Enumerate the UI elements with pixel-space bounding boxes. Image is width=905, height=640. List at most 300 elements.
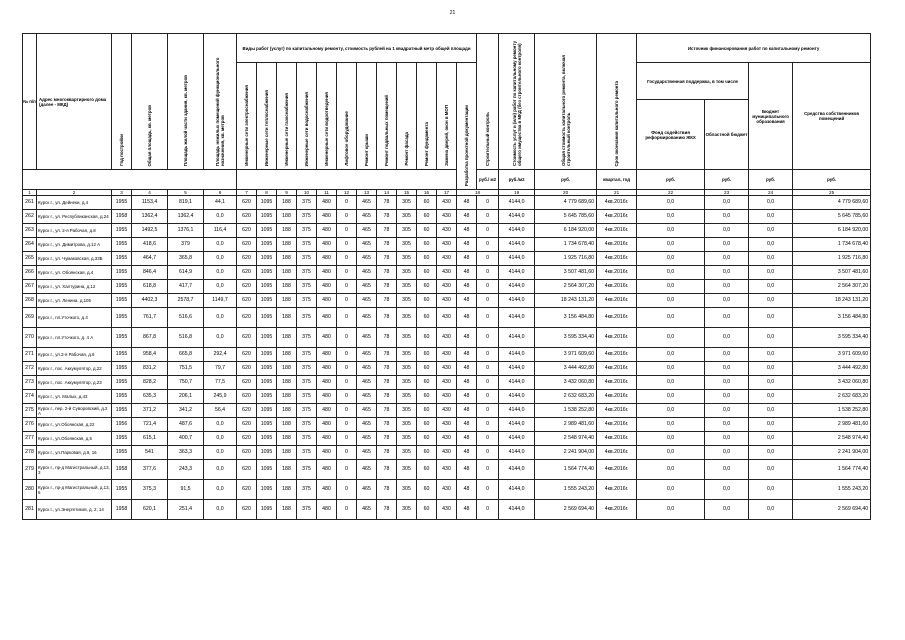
- cell-doors: 430: [437, 418, 457, 432]
- cell-roof: 465: [357, 390, 377, 404]
- cell-facade: 305: [397, 362, 417, 376]
- cell-address: Курск г., ул.Обоянская, д.22: [37, 418, 112, 432]
- cell-sewer: 480: [317, 446, 337, 460]
- cell-no: 267: [23, 280, 37, 294]
- cell-total-area: 1153,4: [132, 196, 168, 210]
- cell-municipal: 0,0: [749, 404, 793, 418]
- cell-no: 264: [23, 238, 37, 252]
- cell-roof: 465: [357, 446, 377, 460]
- cell-total-cost: 3 971 609,60: [535, 348, 597, 362]
- cell-foundation: 60: [417, 418, 437, 432]
- cell-facade: 305: [397, 210, 417, 224]
- cell-elevator: 0: [337, 266, 357, 280]
- cell-basement: 78: [377, 294, 397, 308]
- cell-electric: 620: [237, 418, 257, 432]
- cell-address: Курск г., пос. Аккумулятор, д.23: [37, 376, 112, 390]
- cell-total-cost: 1 734 678,40: [535, 238, 597, 252]
- cell-sewer: 480: [317, 308, 337, 328]
- cell-address: Курск г., ул.2-я Рабочая, д.6: [37, 348, 112, 362]
- cell-roof: 465: [357, 480, 377, 500]
- column-number: 25: [793, 190, 871, 196]
- cell-facade: 305: [397, 480, 417, 500]
- cell-deadline: 4кв.2016г.: [597, 480, 637, 500]
- cell-design: 48: [457, 480, 477, 500]
- cell-facade: 305: [397, 432, 417, 446]
- cell-living-area: 750,7: [168, 376, 204, 390]
- cell-living-area: 206,1: [168, 390, 204, 404]
- cell-gas: 188: [277, 404, 297, 418]
- cell-nonliving-area: 0,0: [204, 252, 237, 266]
- cell-deadline: 4кв.2016г.: [597, 446, 637, 460]
- column-number: 17: [437, 190, 457, 196]
- cell-fund: 0,0: [637, 252, 705, 266]
- cell-regional: 0,0: [705, 308, 749, 328]
- cell-basement: 78: [377, 210, 397, 224]
- cell-address: Курск г., ул.Парковая, д.9, 16: [37, 446, 112, 460]
- cell-doors: 430: [437, 460, 457, 480]
- cell-basement: 78: [377, 252, 397, 266]
- cell-control: 0: [477, 348, 499, 362]
- table-body: [23, 196, 871, 520]
- cell-living-area: 1376,1: [168, 224, 204, 238]
- cell-owners: 3 156 484,80: [793, 308, 871, 328]
- column-number: 21: [597, 190, 637, 196]
- cell-address: Курск г., ул. Республиканская, д.24: [37, 210, 112, 224]
- cell-total-cost: 3 432 060,80: [535, 376, 597, 390]
- cell-living-area: 363,3: [168, 446, 204, 460]
- column-number: 15: [397, 190, 417, 196]
- cell-deadline: 4кв.2016г.: [597, 308, 637, 328]
- cell-electric: 620: [237, 210, 257, 224]
- cell-design: 48: [457, 446, 477, 460]
- cell-basement: 78: [377, 418, 397, 432]
- cell-water: 375: [297, 294, 317, 308]
- cell-year: 1955: [112, 480, 132, 500]
- cell-owners: 6 184 920,00: [793, 224, 871, 238]
- cell-living-area: 2578,7: [168, 294, 204, 308]
- cell-elevator: 0: [337, 418, 357, 432]
- table-row: [23, 460, 871, 480]
- header-work-design: Разработка проектной документации: [457, 63, 477, 190]
- cell-roof: 465: [357, 210, 377, 224]
- header-state-support: Государственная поддержка, в том числе: [637, 63, 749, 100]
- cell-heating: 1095: [257, 446, 277, 460]
- cell-address: Курск г., пр-д Магистральный, д.13, 3: [37, 460, 112, 480]
- table-row: [23, 196, 871, 210]
- cell-heating: 1095: [257, 404, 277, 418]
- cell-water: 375: [297, 348, 317, 362]
- cell-doors: 430: [437, 480, 457, 500]
- column-number: 24: [749, 190, 793, 196]
- cell-gas: 188: [277, 376, 297, 390]
- cell-total-area: 618,8: [132, 280, 168, 294]
- cell-basement: 78: [377, 446, 397, 460]
- cell-fund: 0,0: [637, 404, 705, 418]
- cell-facade: 305: [397, 404, 417, 418]
- cell-nonliving-area: 44,1: [204, 196, 237, 210]
- cell-year: 1955: [112, 362, 132, 376]
- cell-living-area: 1362,4: [168, 210, 204, 224]
- cell-facade: 305: [397, 294, 417, 308]
- cell-cost-per-m2: 4144,0: [499, 280, 535, 294]
- cell-year: 1955: [112, 280, 132, 294]
- column-number: 12: [337, 190, 357, 196]
- cell-heating: 1095: [257, 390, 277, 404]
- column-number: 6: [204, 190, 237, 196]
- cell-total-cost: 1 538 252,80: [535, 404, 597, 418]
- cell-design: 48: [457, 266, 477, 280]
- cell-electric: 620: [237, 238, 257, 252]
- unit-owners: руб.: [793, 170, 871, 190]
- cell-regional: 0,0: [705, 460, 749, 480]
- cell-doors: 430: [437, 362, 457, 376]
- cell-gas: 188: [277, 280, 297, 294]
- cell-facade: 305: [397, 348, 417, 362]
- cell-address: Курск г., пл.Уточкого, д.4: [37, 308, 112, 328]
- cell-foundation: 60: [417, 500, 437, 520]
- cell-gas: 188: [277, 390, 297, 404]
- column-number: 9: [277, 190, 297, 196]
- cell-living-area: 516,8: [168, 328, 204, 348]
- cell-electric: 620: [237, 362, 257, 376]
- unit-cost-per-m2: руб./м2: [499, 170, 535, 190]
- cell-no: 276: [23, 418, 37, 432]
- unit-regional: руб.: [705, 170, 749, 190]
- cell-owners: 3 432 060,80: [793, 376, 871, 390]
- cell-nonliving-area: 0,0: [204, 238, 237, 252]
- cell-electric: 620: [237, 446, 257, 460]
- cell-facade: 305: [397, 224, 417, 238]
- cell-living-area: 365,8: [168, 252, 204, 266]
- cell-nonliving-area: 0,0: [204, 500, 237, 520]
- cell-elevator: 0: [337, 280, 357, 294]
- cell-basement: 78: [377, 480, 397, 500]
- cell-regional: 0,0: [705, 224, 749, 238]
- cell-sewer: 480: [317, 460, 337, 480]
- cell-regional: 0,0: [705, 280, 749, 294]
- cell-basement: 78: [377, 432, 397, 446]
- cell-no: 270: [23, 328, 37, 348]
- column-number: 20: [535, 190, 597, 196]
- cell-water: 375: [297, 362, 317, 376]
- cell-sewer: 480: [317, 266, 337, 280]
- cell-basement: 78: [377, 348, 397, 362]
- cell-fund: 0,0: [637, 390, 705, 404]
- table-row: [23, 404, 871, 418]
- cell-doors: 430: [437, 210, 457, 224]
- cell-deadline: 4кв.2016г.: [597, 266, 637, 280]
- cell-deadline: 4кв.2016г.: [597, 252, 637, 266]
- page-number: 21: [449, 10, 456, 16]
- cell-heating: 1095: [257, 294, 277, 308]
- cell-no: 272: [23, 362, 37, 376]
- cell-municipal: 0,0: [749, 308, 793, 328]
- cell-facade: 305: [397, 390, 417, 404]
- cell-municipal: 0,0: [749, 362, 793, 376]
- cell-owners: 1 734 678,40: [793, 238, 871, 252]
- cell-year: 1955: [112, 432, 132, 446]
- cell-basement: 78: [377, 238, 397, 252]
- cell-owners: 1 564 774,40: [793, 460, 871, 480]
- cell-municipal: 0,0: [749, 238, 793, 252]
- cell-living-area: 751,5: [168, 362, 204, 376]
- cell-regional: 0,0: [705, 432, 749, 446]
- cell-heating: 1095: [257, 480, 277, 500]
- cell-basement: 78: [377, 376, 397, 390]
- cell-foundation: 60: [417, 308, 437, 328]
- header-work-heating: Инженерные сети теплоснабжения: [257, 63, 277, 170]
- cell-sewer: 480: [317, 224, 337, 238]
- header-nonliving-area: Площадь нежилых помещений функционального назначения, кв. метров: [204, 34, 237, 170]
- cell-nonliving-area: 0,0: [204, 432, 237, 446]
- cell-heating: 1095: [257, 224, 277, 238]
- cell-year: 1958: [112, 210, 132, 224]
- cell-nonliving-area: 77,5: [204, 376, 237, 390]
- cell-roof: 465: [357, 460, 377, 480]
- cell-heating: 1095: [257, 280, 277, 294]
- cell-sewer: 480: [317, 348, 337, 362]
- cell-gas: 188: [277, 266, 297, 280]
- column-number: 10: [297, 190, 317, 196]
- cell-sewer: 480: [317, 362, 337, 376]
- cell-deadline: 4кв.2016г.: [597, 280, 637, 294]
- cell-cost-per-m2: 4144,0: [499, 210, 535, 224]
- cell-doors: 430: [437, 280, 457, 294]
- cell-foundation: 60: [417, 280, 437, 294]
- cell-living-area: 400,7: [168, 432, 204, 446]
- cell-total-cost: 2 241 904,00: [535, 446, 597, 460]
- cell-total-area: 4402,3: [132, 294, 168, 308]
- cell-roof: 465: [357, 348, 377, 362]
- cell-design: 48: [457, 210, 477, 224]
- cell-cost-per-m2: 4144,0: [499, 390, 535, 404]
- cell-water: 375: [297, 376, 317, 390]
- header-owners: Средства собственников помещений: [793, 63, 871, 170]
- cell-deadline: 4кв.2016г.: [597, 196, 637, 210]
- cell-gas: 188: [277, 446, 297, 460]
- cell-water: 375: [297, 196, 317, 210]
- cell-gas: 188: [277, 460, 297, 480]
- cell-fund: 0,0: [637, 308, 705, 328]
- cell-no: 274: [23, 390, 37, 404]
- cell-water: 375: [297, 432, 317, 446]
- cell-living-area: 251,4: [168, 500, 204, 520]
- cell-cost-per-m2: 4144,0: [499, 196, 535, 210]
- table-row: [23, 376, 871, 390]
- cell-total-area: 418,6: [132, 238, 168, 252]
- cell-control: 0: [477, 418, 499, 432]
- cell-fund: 0,0: [637, 328, 705, 348]
- cell-owners: 2 548 974,40: [793, 432, 871, 446]
- table-header: [23, 34, 871, 196]
- cell-basement: 78: [377, 460, 397, 480]
- cell-design: 48: [457, 432, 477, 446]
- column-number: 3: [112, 190, 132, 196]
- cell-total-cost: 3 595 334,40: [535, 328, 597, 348]
- cell-owners: 2 989 481,60: [793, 418, 871, 432]
- cell-no: 279: [23, 460, 37, 480]
- cell-living-area: 417,7: [168, 280, 204, 294]
- cell-electric: 620: [237, 328, 257, 348]
- cell-no: 275: [23, 404, 37, 418]
- cell-control: 0: [477, 500, 499, 520]
- cell-design: 48: [457, 362, 477, 376]
- cell-design: 48: [457, 252, 477, 266]
- column-number: 7: [237, 190, 257, 196]
- cell-basement: 78: [377, 404, 397, 418]
- cell-deadline: 4кв.2016г.: [597, 376, 637, 390]
- cell-owners: 1 538 252,80: [793, 404, 871, 418]
- column-number: 22: [637, 190, 705, 196]
- header-no: № п/п: [23, 34, 37, 170]
- header-address: Адрес многоквартирного дома (далее - МКД): [37, 34, 112, 170]
- cell-address: Курск г., ул. 2-я Рабочая, д.8: [37, 224, 112, 238]
- cell-regional: 0,0: [705, 252, 749, 266]
- cell-sewer: 480: [317, 210, 337, 224]
- table-row: [23, 500, 871, 520]
- cell-living-area: 614,9: [168, 266, 204, 280]
- cell-basement: 78: [377, 390, 397, 404]
- table-row: [23, 294, 871, 308]
- cell-regional: 0,0: [705, 376, 749, 390]
- cell-municipal: 0,0: [749, 432, 793, 446]
- cell-sewer: 480: [317, 404, 337, 418]
- cell-total-area: 828,2: [132, 376, 168, 390]
- header-total-area: Общая площадь, кв. метров: [132, 34, 168, 170]
- cell-elevator: 0: [337, 390, 357, 404]
- cell-owners: 4 779 689,60: [793, 196, 871, 210]
- cell-owners: 2 241 904,00: [793, 446, 871, 460]
- cell-year: 1958: [112, 500, 132, 520]
- cell-elevator: 0: [337, 500, 357, 520]
- cell-elevator: 0: [337, 480, 357, 500]
- cell-elevator: 0: [337, 362, 357, 376]
- cell-roof: 465: [357, 328, 377, 348]
- cell-elevator: 0: [337, 210, 357, 224]
- cell-no: 261: [23, 196, 37, 210]
- cell-living-area: 341,2: [168, 404, 204, 418]
- cell-control: 0: [477, 196, 499, 210]
- cell-heating: 1095: [257, 210, 277, 224]
- cell-heating: 1095: [257, 362, 277, 376]
- cell-owners: 2 569 694,40: [793, 500, 871, 520]
- cell-total-area: 375,3: [132, 480, 168, 500]
- cell-address: Курск г., ул.Обоянская, д.5: [37, 432, 112, 446]
- table-row: [23, 210, 871, 224]
- cell-electric: 620: [237, 252, 257, 266]
- cell-regional: 0,0: [705, 266, 749, 280]
- cell-year: 1955: [112, 390, 132, 404]
- cell-regional: 0,0: [705, 196, 749, 210]
- cell-owners: 1 925 716,80: [793, 252, 871, 266]
- cell-year: 1955: [112, 196, 132, 210]
- cell-sewer: 480: [317, 390, 337, 404]
- cell-no: 277: [23, 432, 37, 446]
- header-work-doors: Замена дверей, окон в МОП: [437, 63, 457, 170]
- cell-foundation: 60: [417, 210, 437, 224]
- cell-year: 1955: [112, 308, 132, 328]
- cell-regional: 0,0: [705, 404, 749, 418]
- cell-water: 375: [297, 446, 317, 460]
- cell-gas: 188: [277, 252, 297, 266]
- cell-total-area: 831,2: [132, 362, 168, 376]
- table-row: [23, 224, 871, 238]
- cell-fund: 0,0: [637, 280, 705, 294]
- column-number: 4: [132, 190, 168, 196]
- cell-total-cost: 2 989 481,60: [535, 418, 597, 432]
- cell-electric: 620: [237, 280, 257, 294]
- cell-year: 1956: [112, 418, 132, 432]
- cell-control: 0: [477, 432, 499, 446]
- cell-electric: 620: [237, 390, 257, 404]
- cell-total-area: 958,4: [132, 348, 168, 362]
- cell-living-area: 243,3: [168, 460, 204, 480]
- header-work-roof: Ремонт крыши: [357, 63, 377, 170]
- header-living-area: Площадь жилой части здания, кв. метров: [168, 34, 204, 170]
- cell-foundation: 60: [417, 432, 437, 446]
- cell-heating: 1095: [257, 376, 277, 390]
- cell-foundation: 60: [417, 252, 437, 266]
- table-row: [23, 362, 871, 376]
- cell-water: 375: [297, 280, 317, 294]
- column-number: 5: [168, 190, 204, 196]
- cell-doors: 430: [437, 328, 457, 348]
- unit-total-cost: руб.: [535, 170, 597, 190]
- cell-sewer: 480: [317, 252, 337, 266]
- unit-control: руб./ м2: [477, 170, 499, 190]
- cell-total-area: 1362,4: [132, 210, 168, 224]
- cell-sewer: 480: [317, 294, 337, 308]
- cell-elevator: 0: [337, 348, 357, 362]
- cell-electric: 620: [237, 266, 257, 280]
- cell-control: 0: [477, 308, 499, 328]
- cell-total-cost: 2 569 694,40: [535, 500, 597, 520]
- header-work-facade: Ремонт фасада: [397, 63, 417, 170]
- cell-cost-per-m2: 4144,0: [499, 238, 535, 252]
- cell-electric: 620: [237, 404, 257, 418]
- cell-basement: 78: [377, 500, 397, 520]
- cell-address: Курск г., ул. Чумаковская, д.33Б: [37, 252, 112, 266]
- cell-deadline: 4кв.2016г.: [597, 224, 637, 238]
- unit-fund: руб.: [637, 170, 705, 190]
- cell-address: Курск г., ул. Дейнеки, д.4: [37, 196, 112, 210]
- cell-municipal: 0,0: [749, 500, 793, 520]
- cell-municipal: 0,0: [749, 390, 793, 404]
- cell-sewer: 480: [317, 432, 337, 446]
- cell-fund: 0,0: [637, 196, 705, 210]
- cell-roof: 465: [357, 404, 377, 418]
- cell-facade: 305: [397, 308, 417, 328]
- table-row: [23, 252, 871, 266]
- cell-total-cost: 3 444 492,80: [535, 362, 597, 376]
- cell-heating: 1095: [257, 308, 277, 328]
- cell-doors: 430: [437, 446, 457, 460]
- cell-foundation: 60: [417, 328, 437, 348]
- cell-cost-per-m2: 4144,0: [499, 328, 535, 348]
- cell-cost-per-m2: 4144,0: [499, 362, 535, 376]
- cell-control: 0: [477, 328, 499, 348]
- cell-regional: 0,0: [705, 390, 749, 404]
- cell-gas: 188: [277, 480, 297, 500]
- cell-deadline: 4кв.2016г.: [597, 500, 637, 520]
- cell-elevator: 0: [337, 328, 357, 348]
- cell-facade: 305: [397, 376, 417, 390]
- header-total-cost: Общая стоимость капитального ремонта, включая строительный контроль: [535, 34, 597, 170]
- cell-doors: 430: [437, 348, 457, 362]
- header-work-foundation: Ремонт фундамента: [417, 63, 437, 170]
- cell-control: 0: [477, 294, 499, 308]
- cell-year: 1955: [112, 404, 132, 418]
